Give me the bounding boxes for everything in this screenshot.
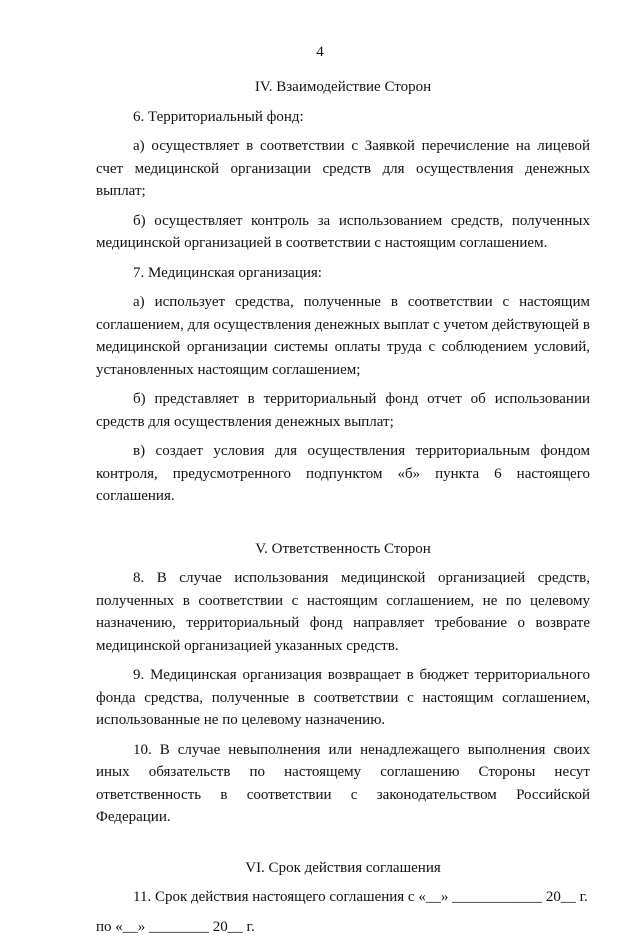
clause-6b: б) осуществляет контроль за использованием средств, полученных медицинской организацией в соответствии с настоящим соглашением. [96, 210, 590, 255]
section-responsibility-of-parties [96, 538, 590, 829]
clause-7: 7. Медицинская организация: [96, 262, 590, 285]
clause-11-line-2: по «__» ________ 20__ г. [96, 916, 590, 938]
section-heading-4: IV. Взаимодействие Сторон [96, 76, 590, 99]
clause-10: 10. В случае невыполнения или ненадлежащего выполнения своих иных обязательств по настоящему соглашению Стороны несут ответственность в соответствии с законодательством Российской Федерации. [96, 739, 590, 829]
clause-9: 9. Медицинская организация возвращает в бюджет территориального фонда средства, полученные в соответствии с настоящим соглашением, использованные не по целевому назначению. [96, 664, 590, 732]
section-heading-5: V. Ответственность Сторон [96, 538, 590, 561]
section-interaction-of-parties [96, 76, 590, 508]
clause-7a: а) использует средства, полученные в соответствии с настоящим соглашением, для осуществления денежных выплат с учетом действующей в медицинской организации системы оплаты труда с соблюдением условий, установленных настоящим соглашением; [96, 291, 590, 381]
page-number: 4 [0, 44, 640, 61]
clause-11-line-1: 11. Срок действия настоящего соглашения с «__» ____________ 20__ г. [96, 886, 590, 909]
clause-7b: б) представляет в территориальный фонд отчет об использовании средств для осуществления денежных выплат; [96, 388, 590, 433]
document-body [96, 76, 590, 938]
clause-6a: а) осуществляет в соответствии с Заявкой перечисление на лицевой счет медицинской организации средств для осуществления денежных выплат; [96, 135, 590, 203]
section-agreement-term [96, 857, 590, 938]
clause-8: 8. В случае использования медицинской организацией средств, полученных в соответствии с настоящим соглашением, не по целевому назначению, территориальный фонд направляет требование о возврате медицинской организацией указанных средств. [96, 567, 590, 657]
clause-7c: в) создает условия для осуществления территориальным фондом контроля, предусмотренного подпунктом «б» пункта 6 настоящего соглашения. [96, 440, 590, 508]
section-heading-6: VI. Срок действия соглашения [96, 857, 590, 880]
clause-6: 6. Территориальный фонд: [96, 106, 590, 129]
